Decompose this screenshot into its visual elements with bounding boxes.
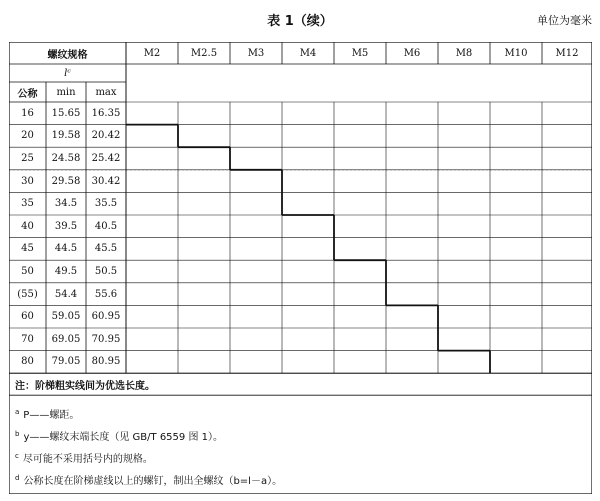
size-header-m6: M6 [403, 47, 421, 59]
row-max: 45.5 [94, 243, 118, 255]
row-nominal: 60 [21, 311, 34, 323]
size-header-m2-5: M2.5 [190, 47, 218, 59]
row-min: 79.05 [51, 356, 81, 368]
size-header-m4: M4 [299, 47, 317, 59]
row-nominal: 40 [21, 220, 34, 232]
row-nominal: 70 [21, 333, 34, 345]
row-min: 49.5 [54, 265, 78, 277]
row-nominal: 16 [21, 107, 34, 119]
row-nominal: 20 [21, 130, 34, 142]
row-nominal: 25 [21, 152, 34, 164]
row-nominal: 30 [21, 175, 34, 187]
row-max: 20.42 [91, 130, 121, 142]
row-min: 24.58 [51, 152, 81, 164]
size-header-m10: M10 [504, 47, 528, 59]
size-header-m12: M12 [555, 47, 579, 59]
footnote-c: $^c$ 尽可能不采用括号内的规格。 [15, 451, 153, 465]
footnote-d: $^d$ 公称长度在阶梯虚线以上的螺钉，制出全螺纹（b=l－a）。 [15, 473, 283, 487]
row-max: 30.42 [91, 175, 121, 187]
row-nominal: 45 [21, 243, 34, 255]
footnote-b: $^b$ y——螺纹末端长度（见 GB/T 6559 图 1）。 [15, 429, 223, 443]
size-header-m3: M3 [247, 47, 265, 59]
row-min: 39.5 [54, 220, 78, 232]
unit-label: 单位为毫米 [537, 14, 592, 27]
nominal-header: 公称 [17, 88, 38, 100]
row-min: 69.05 [51, 333, 81, 345]
size-header-m2: M2 [143, 47, 161, 59]
size-header-m8: M8 [455, 47, 473, 59]
row-nominal: 80 [21, 356, 34, 368]
max-header: max [95, 86, 117, 98]
spec-table [9, 42, 592, 494]
row-min: 15.65 [51, 107, 81, 119]
row-min: 29.58 [51, 175, 81, 187]
row-min: 59.05 [51, 311, 81, 323]
row-min: 44.5 [54, 243, 78, 255]
row-max: 16.35 [91, 107, 121, 119]
min-header: min [56, 86, 76, 98]
row-max: 60.95 [91, 311, 121, 323]
size-header-m5: M5 [351, 47, 369, 59]
note-main: 注：阶梯粗实线间为优选长度。 [15, 381, 155, 392]
row-nominal: (55) [17, 288, 38, 300]
row-min: 19.58 [51, 130, 81, 142]
row-nominal: 35 [21, 198, 34, 210]
row-nominal: 50 [21, 265, 34, 277]
row-max: 35.5 [94, 198, 118, 210]
spec-header: 螺纹规格 [47, 49, 88, 61]
row-max: 80.95 [91, 356, 121, 368]
row-max: 70.95 [91, 333, 121, 345]
row-min: 54.4 [54, 288, 78, 300]
table-title: 表 1（续） [267, 14, 333, 29]
row-min: 34.5 [54, 198, 78, 210]
footnote-a: $^a$ P——螺距。 [15, 407, 80, 421]
length-header: lᶜ [64, 67, 71, 79]
row-max: 50.5 [94, 265, 118, 277]
row-max: 40.5 [94, 220, 118, 232]
row-max: 25.42 [91, 152, 121, 164]
row-max: 55.6 [94, 288, 118, 300]
